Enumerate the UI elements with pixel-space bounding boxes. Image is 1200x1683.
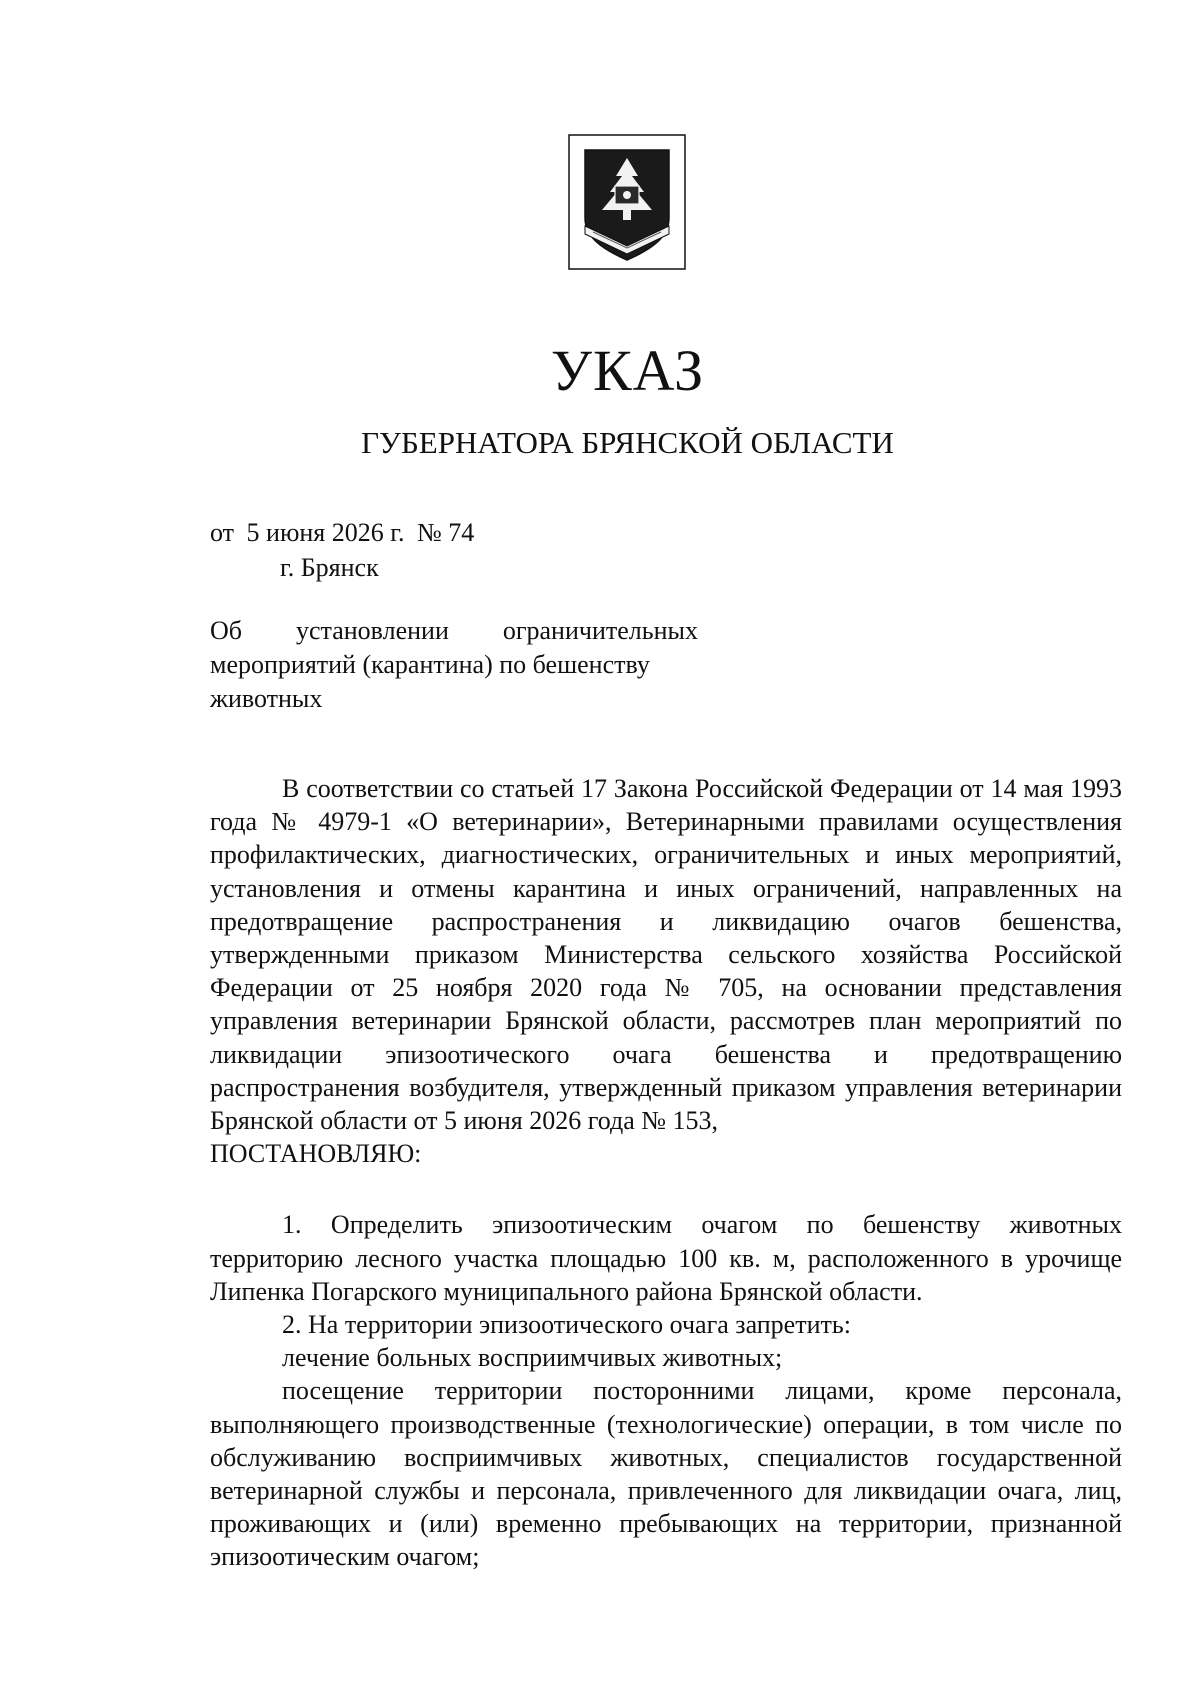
- subject-line-3: животных: [210, 684, 323, 713]
- item-2-subitem-treatment: лечение больных восприимчивых животных;: [282, 1343, 783, 1373]
- document-date: 5 июня 2026 г.: [246, 518, 405, 547]
- date-prefix: от: [210, 518, 235, 547]
- document-city: г. Брянск: [280, 553, 379, 582]
- item-1-paragraph: 1. Определить эпизоотическим очагом по бешенству животных территорию лесного участка площадью 100 кв. м, расположенного в урочище Липенка Погарского муниципального района Брянской области.: [210, 1210, 1122, 1306]
- document-body: [210, 772, 1122, 1574]
- document-subject: [210, 614, 698, 716]
- subject-line-2: мероприятий (карантина) по бешенству: [210, 650, 650, 679]
- preamble-paragraph: В соответствии со статьей 17 Закона Российской Федерации от 14 мая 1993 года № 4979-1 «О ветеринарии», Ветеринарными правилами осуществления профилактических, диагностических, ограничительных и иных мероприятий, установления и отмены карантина и иных ограничений, направленных на предотвращение распространения и ликвидацию очагов бешенства, утвержденными приказом Министерства сельского хозяйства Российской Федерации от 25 ноября 2020 года № 705, на основании представления управления ветеринарии Брянской области, рассмотрев план мероприятий по ликвидации эпизоотического очага бешенства и предотвращению распространения возбудителя, утвержденный приказом управления ветеринарии Брянской области от 5 июня 2026 года № 153,: [210, 774, 1122, 1136]
- document-title: УКАЗ: [550, 338, 705, 403]
- item-2-paragraph: 2. На территории эпизоотического очага запретить:: [282, 1310, 851, 1340]
- decree-word: ПОСТАНОВЛЯЮ:: [210, 1139, 422, 1169]
- coat-of-arms-emblem: [568, 134, 686, 270]
- document-number: № 74: [416, 518, 475, 547]
- document-subtitle: ГУБЕРНАТОРА БРЯНСКОЙ ОБЛАСТИ: [361, 425, 894, 460]
- subject-line-1: Об установлении ограничительных: [210, 616, 698, 645]
- item-2-subitem-visiting: посещение территории посторонними лицами, кроме персонала, выполняющего производственные (технологические) операции, в том числе по обслуживанию восприимчивых животных, специалистов государственной ветеринарной службы и персонала, привлеченного для ликвидации очага, лиц, проживающих и (или) временно пребывающих на территории, признанной эпизоотическим очагом;: [210, 1376, 1122, 1572]
- date-number-line: [210, 520, 480, 546]
